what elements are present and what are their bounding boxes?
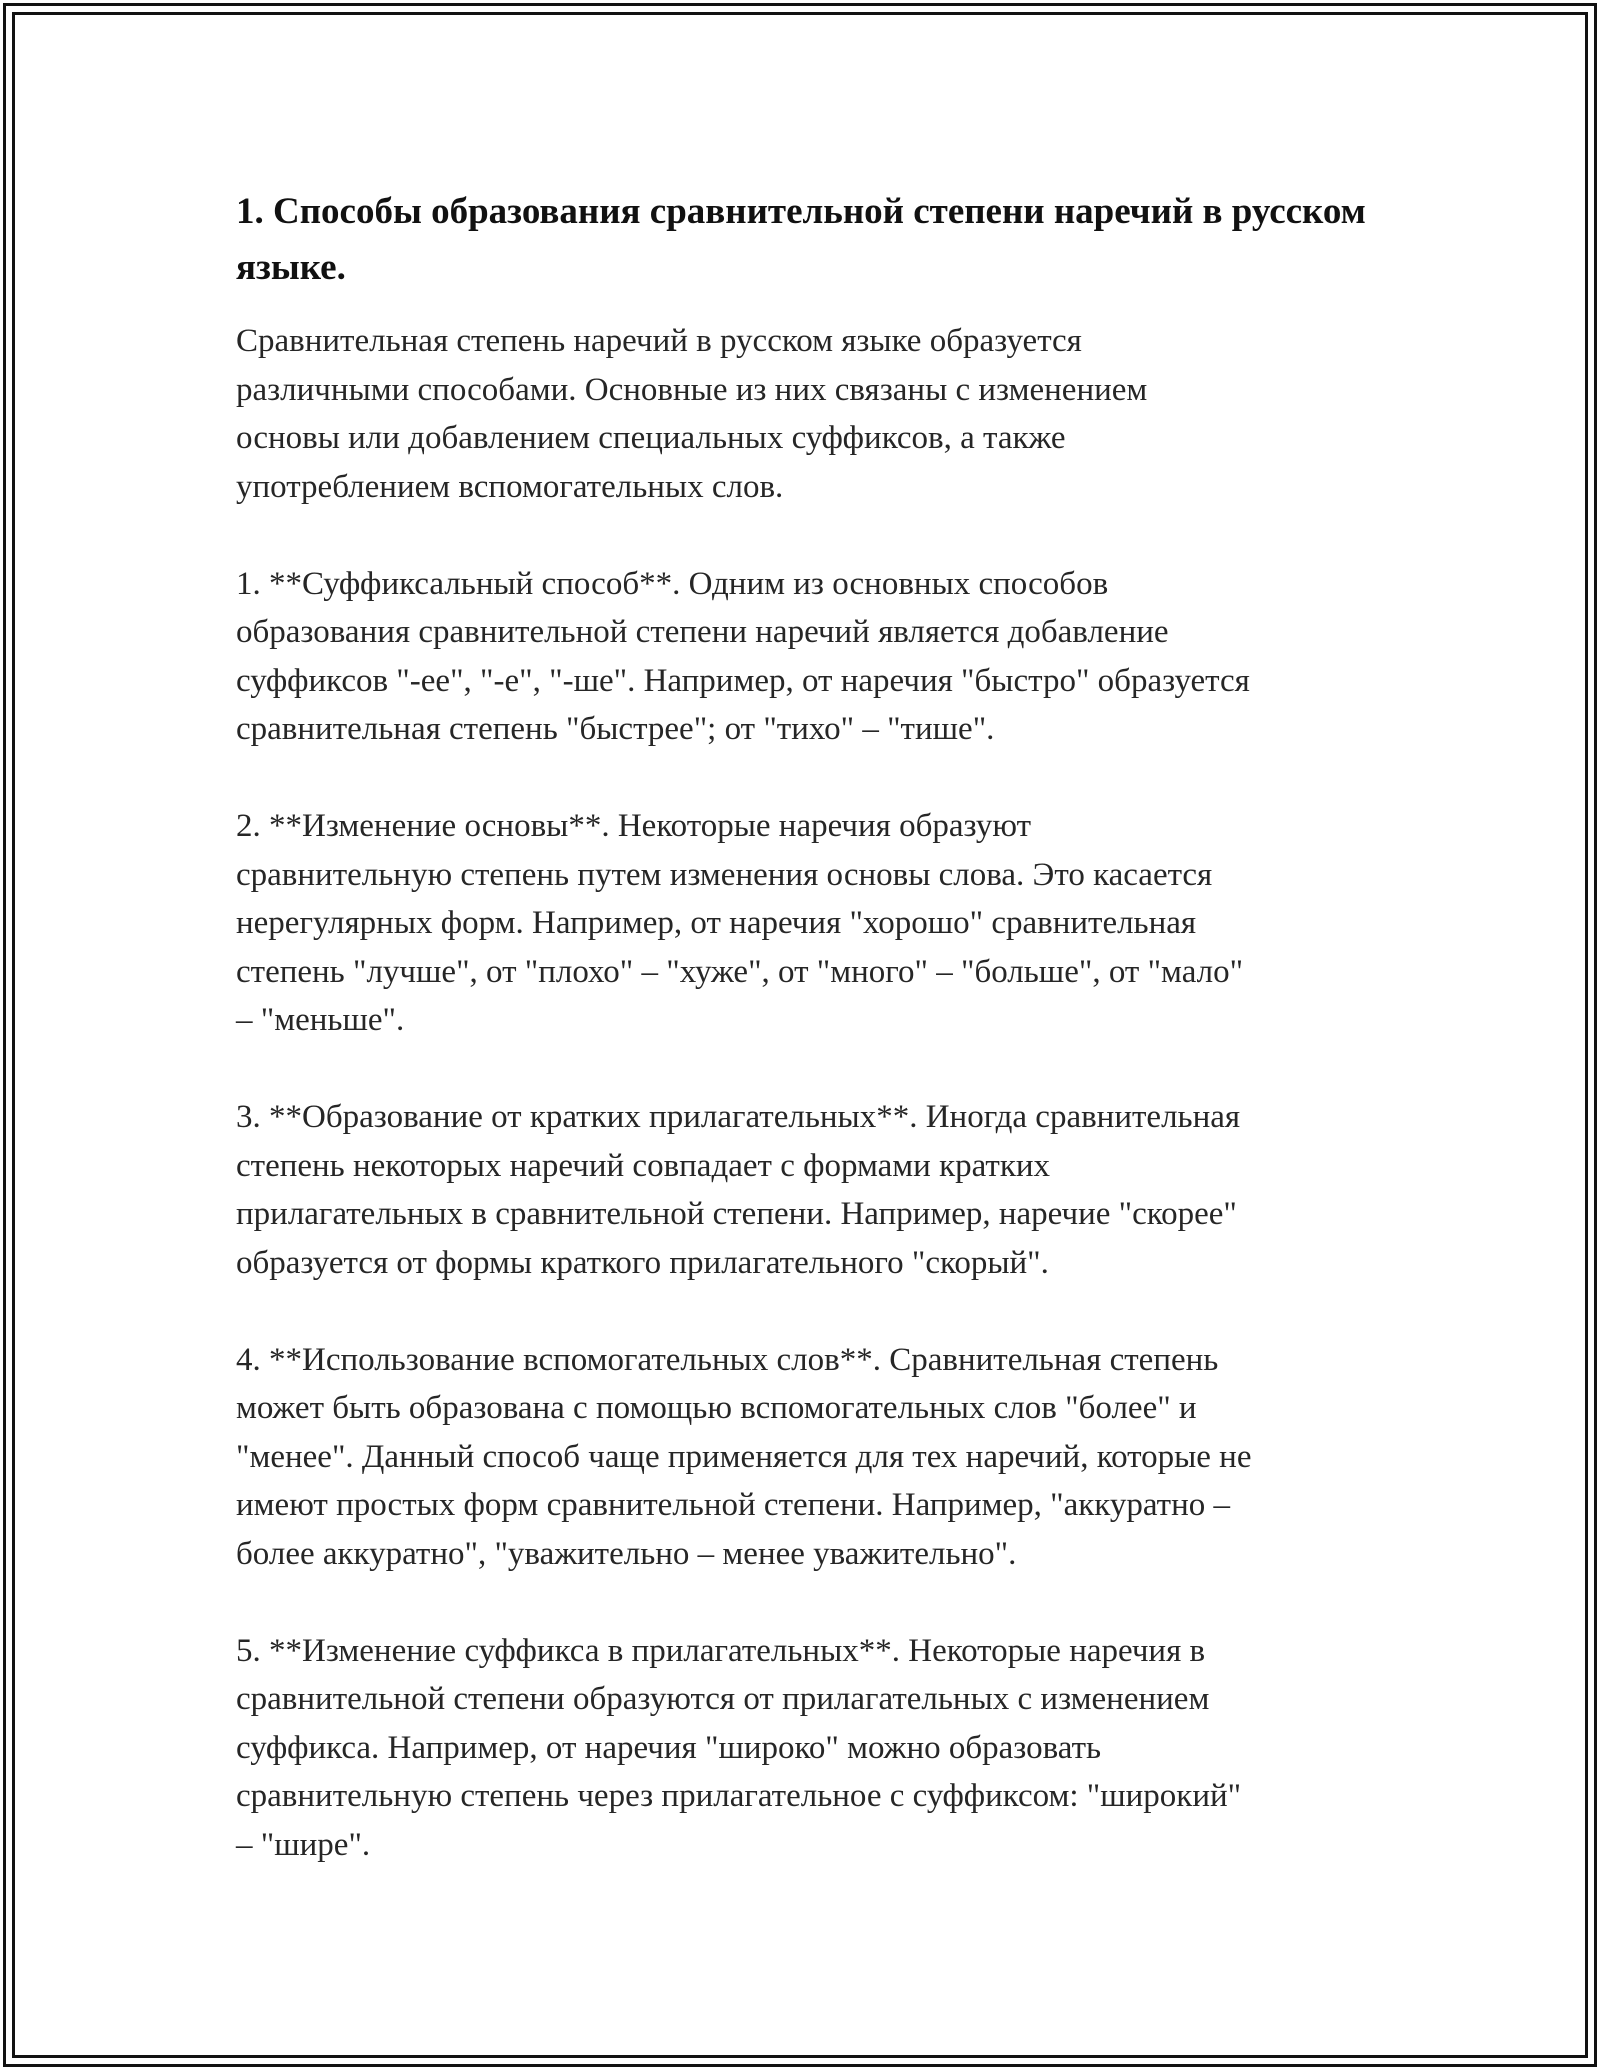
document-body <box>236 184 1376 1869</box>
document-title: 1. Способы образования сравнительной степени наречий в русском языке. <box>236 191 1366 288</box>
paragraph-auxiliary-words: 4. **Использование вспомогательных слов**. Сравнительная степень может быть образована с помощью вспомогательных слов "более" и "менее". Данный способ чаще применяется для тех наречий, которые не имеют простых форм сравнительной степени. Например, "аккуратно – более аккуратно", "уважительно – менее уважительно". <box>236 1341 1252 1572</box>
intro-paragraph: Сравнительная степень наречий в русском языке образуется различными способами. Основные из них связаны с изменением основы или добавлением специальных суффиксов, а также употреблением вспомогательных слов. <box>236 323 1148 505</box>
paragraph-suffix-method: 1. **Суффиксальный способ**. Одним из основных способов образования сравнительной степени наречий является добавление суффиксов "-ее", "-е", "-ше". Например, от наречия "быстро" образуется сравнительная степень "быстрее"; от "тихо" – "тише". <box>236 565 1250 747</box>
paragraph-suffix-change: 5. **Изменение суффикса в прилагательных**. Некоторые наречия в сравнительной степени образуются от прилагательных с изменением суффикса. Например, от наречия "широко" можно образовать сравнительную степень через прилагательное с суффиксом: "широкий" – "шире". <box>236 1632 1242 1863</box>
paragraph-stem-change: 2. **Изменение основы**. Некоторые наречия образуют сравнительную степень путем изменения основы слова. Это касается нерегулярных форм. Например, от наречия "хорошо" сравнительная степень "лучше", от "плохо" – "хуже", от "много" – "больше", от "мало" – "меньше". <box>236 808 1244 1038</box>
paragraph-short-adjectives: 3. **Образование от кратких прилагательных**. Иногда сравнительная степень некоторых наречий совпадает с формами кратких прилагательных в сравнительной степени. Например, наречие "скорее" образуется от формы краткого прилагательного "скорый". <box>236 1099 1241 1281</box>
